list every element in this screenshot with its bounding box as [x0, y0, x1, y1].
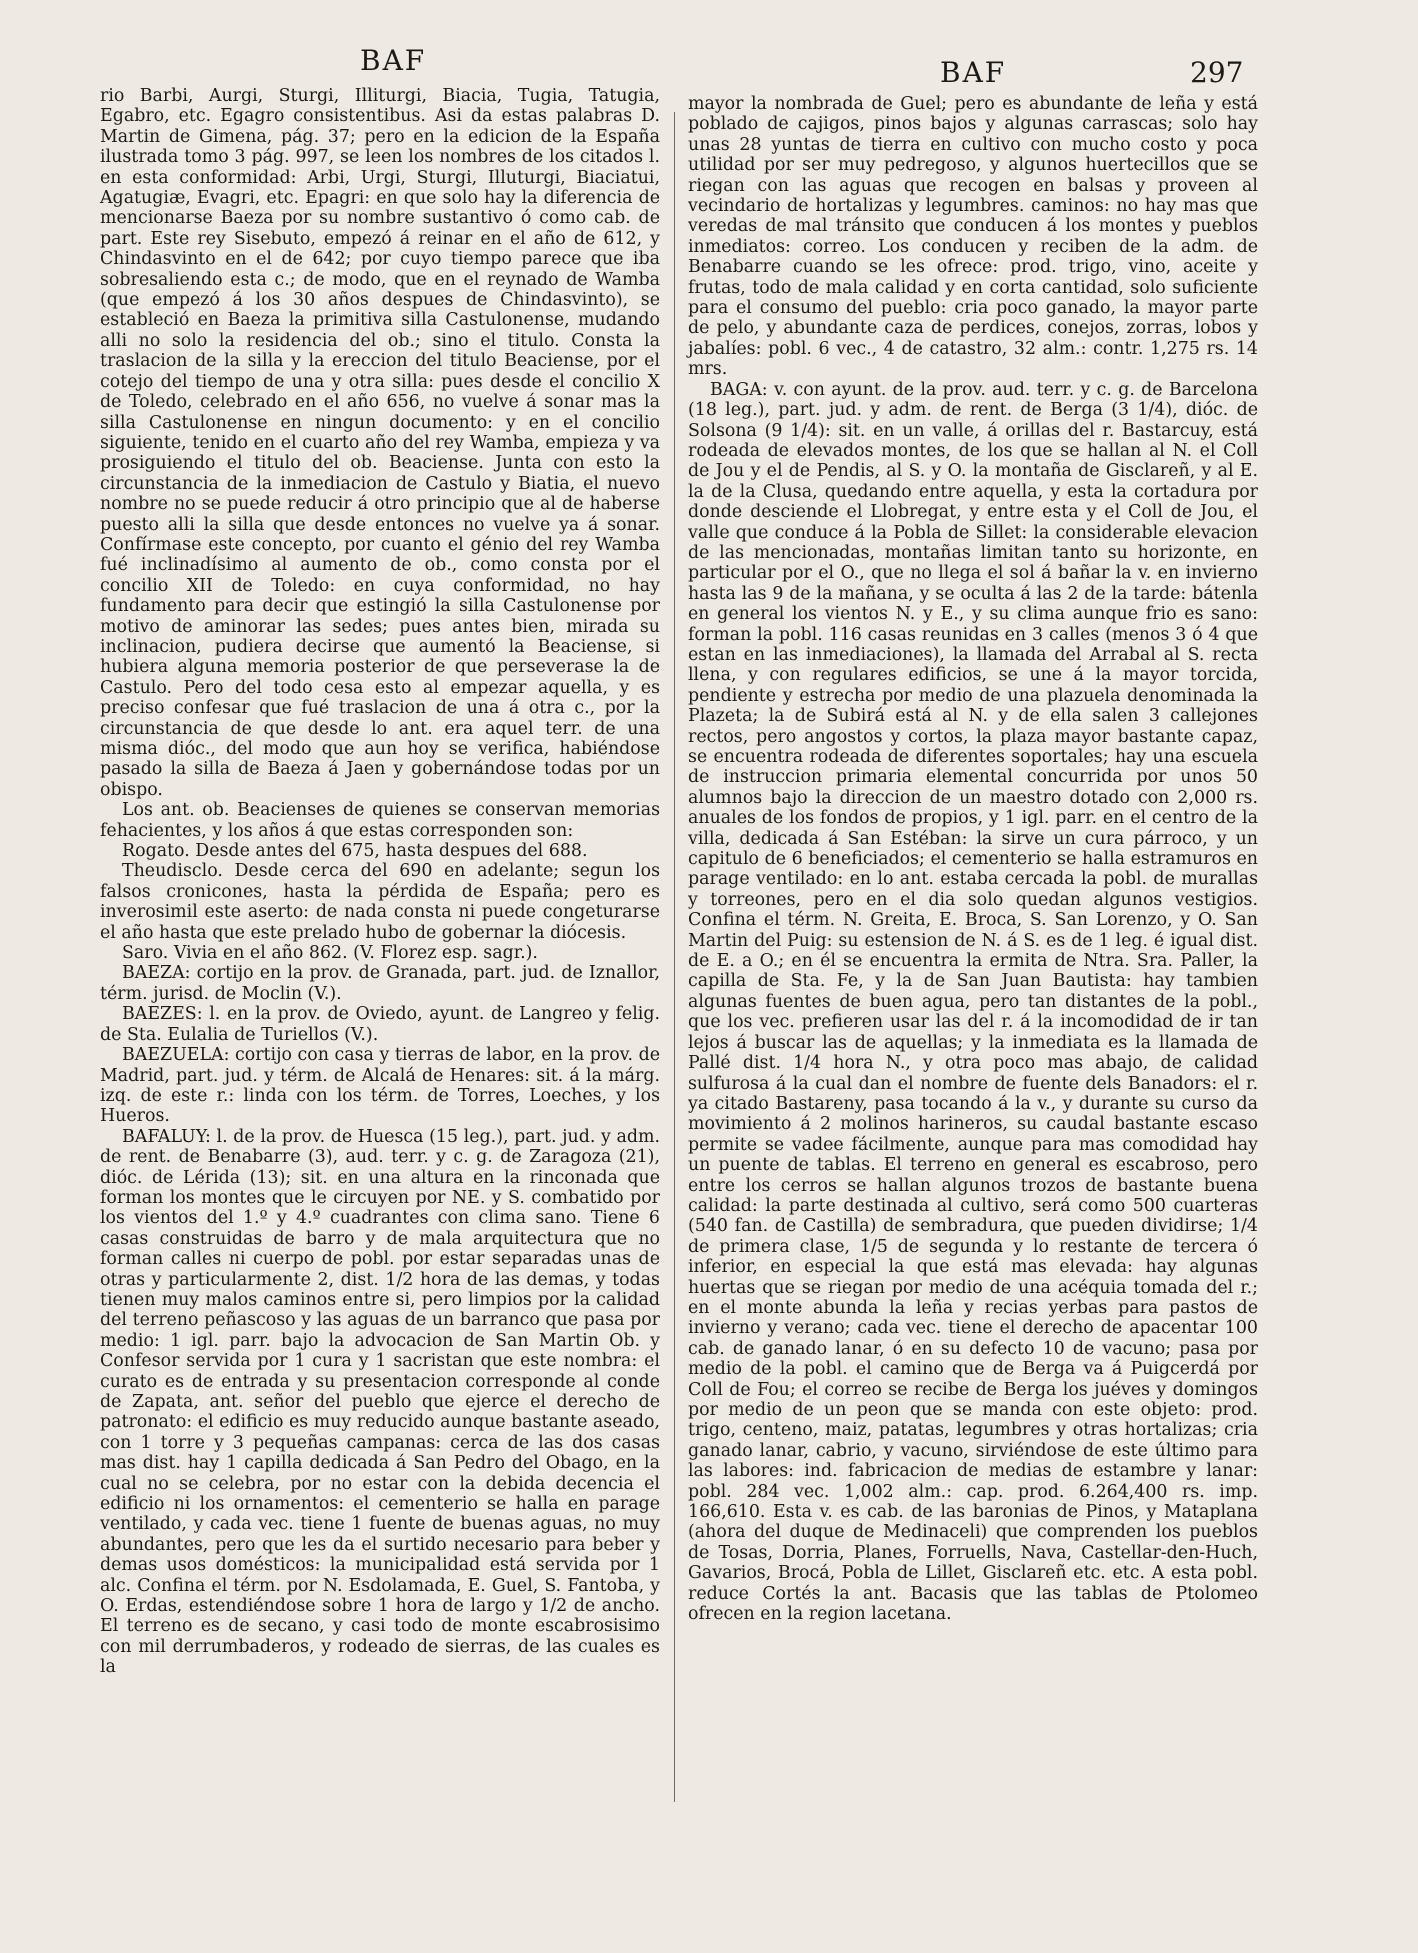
- entry-bafaluy: BAFALUY: l. de la prov. de Huesca (15 leg.), part. jud. y adm. de rent. de Benabarre (3), aud. terr. y c. g. de Zaragoza (21), dióc. de Lérida (13); sit. en una altura en la rinconada que forman los montes que le circuyen por NE. y S. combatido por los vientos del 1.º y 4.º cuadrantes con clima sano. Tiene 6 casas construidas de barro y de mala arquitectura que no forman calles ni cuerpo de pobl. por estar separadas unas de otras y particularmente 2, dist. 1/2 hora de las demas, y todas tienen muy malos caminos entre si, pero limpios por la calidad del terreno peñascoso y las aguas de un barranco que pasa por medio: 1 igl. parr. bajo la advocacion de San Martin Ob. y Confesor servida por 1 cura y 1 sacristan que este nombra: el curato es de entrada y su presentacion corresponde al conde de Zapata, ant. señor del pueblo que ejerce el derecho de patronato: el edificio es muy reducido aunque bastante aseado, con 1 torre y 3 pequeñas campanas: cerca de las dos casas mas dist. hay 1 capilla dedicada á San Pedro del Obago, en la cual no se celebra, por no estar con la debida decencia el edificio ni los ornamentos: el cementerio se halla en parage ventilado, y cada vec. tiene 1 fuente de buenas aguas, no muy abundantes, pero que les da el surtido necesario para beber y demas usos domésticos: la municipalidad está servida por 1 alc. Confina el térm. por N. Esdolamada, E. Guel, S. Fantoba, y O. Erdas, estendiéndose sobre 1 hora de largo y 1/2 de ancho. El terreno es de secano, y casi todo de monte escabrosisimo con mil derrumbaderos, y rodeado de sierras, de las cuales es la: [100, 1126, 660, 1678]
- entry-baeza: BAEZA: cortijo en la prov. de Granada, part. jud. de Iznallor, térm. jurisd. de Moclin (V.).: [100, 963, 660, 1004]
- entry-baezuela: BAEZUELA: cortijo con casa y tierras de labor, en la prov. de Madrid, part. jud. y térm. de Alcalá de Henares: sit. á la márg. izq. de este r.: linda con los térm. de Torres, Loeches, y los Hueros.: [100, 1045, 660, 1127]
- entry-baga: BAGA: v. con ayunt. de la prov. aud. terr. y c. g. de Barcelona (18 leg.), part. jud. y adm. de rent. de Berga (3 1/4), dióc. de Solsona (9 1/4): sit. en un valle, á orillas del r. Bastarcuy, está rodeada de elevados montes, de los que se hallan al N. el Coll de Jou y el de Pendis, al S. y O. la montaña de Gisclareñ, y al E. la de la Clusa, quedando entre aquella, y esta la cortadura por donde desciende el Llobregat, y entre esta y el Coll de Jou, el valle que conduce á la Pobla de Sillet: la considerable elevacion de las mencionadas, montañas limitan tanto su horizonte, en particular por el O., que no llega el sol á bañar la v. en invierno hasta las 9 de la mañana, y se oculta á las 2 de la tarde: bátenla en general los vientos N. y E., y su clima aunque frio es sano: forman la pobl. 116 casas reunidas en 3 calles (menos 3 ó 4 que estan en las inmediaciones), la llamada del Arrabal al S. recta llena, y con regulares edificios, se une á la mayor torcida, pendiente y estrecha por medio de una plazuela denominada la Plazeta; la de Subirá está al N. y de ella salen 3 callejones rectos, pero angostos y cortos, la plaza mayor bastante capaz, se encuentra rodeada de diferentes soportales; hay una escuela de instruccion primaria elemental concurrida por unos 50 alumnos bajo la direccion de un maestro dotado con 2,000 rs. anuales de los fondos de propios, y 1 igl. parr. en el centro de la villa, dedicada á San Estéban: la sirve un cura párroco, y un capitulo de 6 beneficiados; el cementerio se halla estramuros en parage ventilado: en lo ant. estaba cercada la pobl. de murallas y torreones, pero en el dia solo quedan algunos vestigios. Confina el térm. N. Greita, E. Broca, S. San Lorenzo, y O. San Martin del Puig: su estension de N. á S. es de 1 leg. é igual dist. de E. a O.; en él se encuentra la ermita de Ntra. Sra. Paller, la capilla de Sta. Fe, y la de San Juan Bautista: hay tambien algunas fuentes de buen agua, pero tan distantes de la pobl., que los vec. prefieren usar las del r. á la incomodidad de ir tan lejos á buscar las de aquellas; y la inmediata es la llamada de Pallé dist. 1/4 hora N., y otra poco mas abajo, de calidad sulfurosa á la cual dan el nombre de fuente dels Banadors: el r. ya citado Bastareny, pasa tocando á la v., y durante su curso da movimiento á 2 molinos harineros, su caudal bastante escaso permite se vadee fácilmente, aunque para mas comodidad hay un puente de tablas. El terreno en general es escabroso, pero entre los cerros se hallan algunos trozos de bastante buena calidad: la parte destinada al cultivo, será como 500 cuarteras (540 fan. de Castilla) de sembradura, que pueden dividirse; 1/4 de primera clase, 1/5 de segunda y lo restante de tercera ó inferior, en especial la que está mas elevada: hay algunas huertas que se riegan por medio de una acéquia tomada del r.; en el monte abunda la leña y recias yerbas para pastos de invierno y verano; cada vec. tiene el derecho de apacentar 100 cab. de ganado lanar, ó en su defecto 10 de vacuno; pasa por medio de la pobl. el camino que de Berga va á Puigcerdá por Coll de Fou; el correo se recibe de Berga los juéves y domingos por medio de un peon que se manda con este objeto: prod. trigo, centeno, maiz, patatas, legumbres y otras hortalizas; cria ganado lanar, cabrio, y vacuno, sirviéndose de este último para las labores: ind. fabricacion de medias de estambre y lanar: pobl. 284 vec. 1,002 alm.: cap. prod. 6.264,400 rs. imp. 166,610. Esta v. es cab. de las baronias de Pinos, y Mataplana (ahora del duque de Medinaceli) que comprenden los pueblos de Tosas, Dorria, Planes, Forruells, Nava, Castellar-den-Huch, Gavarios, Brocá, Pobla de Lillet, Gisclareñ etc. etc. A esta pobl. reduce Cortés la ant. Bacasis que las tablas de Ptolomeo ofrecen en la region lacetana.: [688, 379, 1258, 1625]
- paragraph: Rogato. Desde antes del 675, hasta despues del 688.: [122, 841, 588, 862]
- paragraph: mayor la nombrada de Guel; pero es abundante de leña y está poblado de cajigos, pinos bajos y algunas carrascas; solo hay unas 28 yuntas de tierra en cultivo con mucho costo y poca utilidad por ser muy pedregoso, y algunos huertecillos que se riegan con las aguas que recogen en balsas y proveen al vecindario de hortalizas y legumbres. caminos: no hay mas que veredas de mal tránsito que conducen á los montes y pueblos inmediatos: correo. Los conducen y reciben de la adm. de Benabarre cuando se les ofrece: prod. trigo, vino, aceite y frutas, todo de mala calidad y en corta cantidad, solo suficiente para el consumo del pueblo: cria poco ganado, la mayor parte de pelo, y abundante caza de perdices, conejos, zorras, lobos y jabalíes: pobl. 6 vec., 4 de catastro, 32 alm.: contr. 1,275 rs. 14 mrs.: [688, 94, 1258, 380]
- paragraph: rio Barbi, Aurgi, Sturgi, Illiturgi, Biacia, Tugia, Tatugia, Egabro, etc. Egagro consistentibus. Asi da estas palabras D. Martin de Gimena, pág. 37; pero en la edicion de la España ilustrada tomo 3 pág. 997, se leen los nombres de los citados l. en esta conformidad: Arbi, Urgi, Sturgi, Illuturgi, Biaciatui, Agatugiæ, Evagri, etc. Epagri: en que solo hay la diferencia de mencionarse Baeza por su nombre sustantivo ó como cab. de part. Este rey Sisebuto, empezó á reinar en el año de 612, y Chindasvinto en el de 642; por cuyo tiempo parece que iba sobresaliendo esta c.; de modo, que en el reynado de Wamba (que empezó á los 30 años despues de Chindasvinto), se estableció en Baeza la primitiva silla Castulonense, mudando alli no solo la residencia del ob.; sino el titulo. Consta la traslacion de la silla y la ereccion del titulo Beaciense, por el cotejo del tiempo de una y otra silla: pues desde el concilio X de Toledo, celebrado en el año 656, no vuelve á sonar mas la silla Castulonense en ningun documento: y en el concilio siguiente, tenido en el cuarto año del rey Wamba, empieza y va prosiguiendo el titulo del ob. Beaciense. Junta con esto la circunstancia de la inmediacion de Castulo y Biatia, el nuevo nombre no se puede reducir á otro principio que al de haberse puesto alli la silla que desde entonces no vuelve ya á sonar. Confírmase este concepto, por cuanto el génio del rey Wamba fué inclinadísimo al aumento de ob., como consta por el concilio XII de Toledo: en cuya conformidad, no hay fundamento para decir que estingió la silla Castulonense por motivo de aminorar las sedes; pues antes bien, mirada su inclinacion, pudiera decirse que aumentó la Beaciense, si hubiera alguna memoria posterior de que perseverase la de Castulo. Pero del todo cesa esto al empezar aquella, y es preciso confesar que fué traslacion de una á otra c., por la circunstancia de que desde lo ant. era aquel terr. de una misma dióc., del modo que aun hoy se verifica, habiéndose pasado la silla de Baeza á Jaen y gobernándose todas por un obispo.: [100, 86, 660, 800]
- paragraph: Los ant. ob. Beacienses de quienes se conservan memorias fehacientes, y los años á que estas corresponden son:: [100, 800, 660, 841]
- running-head-right: BAF: [940, 56, 1007, 89]
- right-column: [688, 94, 1258, 1624]
- page-number: 297: [1190, 56, 1244, 89]
- left-column: [100, 86, 660, 1678]
- paragraph: Theudisclo. Desde cerca del 690 en adelante; segun los falsos cronicones, hasta la pérdida de España; pero es inverosimil este aserto: de nada consta ni puede congeturarse el año hasta que este prelado hubo de gobernar la diócesis.: [100, 861, 660, 943]
- paragraph: Saro. Vivia en el año 862. (V. Florez esp. sagr.).: [122, 943, 538, 964]
- column-divider: [674, 112, 675, 1802]
- entry-baezes: BAEZES: l. en la prov. de Oviedo, ayunt. de Langreo y felig. de Sta. Eulalia de Turiellos (V.).: [100, 1004, 660, 1045]
- running-head-left: BAF: [360, 44, 427, 77]
